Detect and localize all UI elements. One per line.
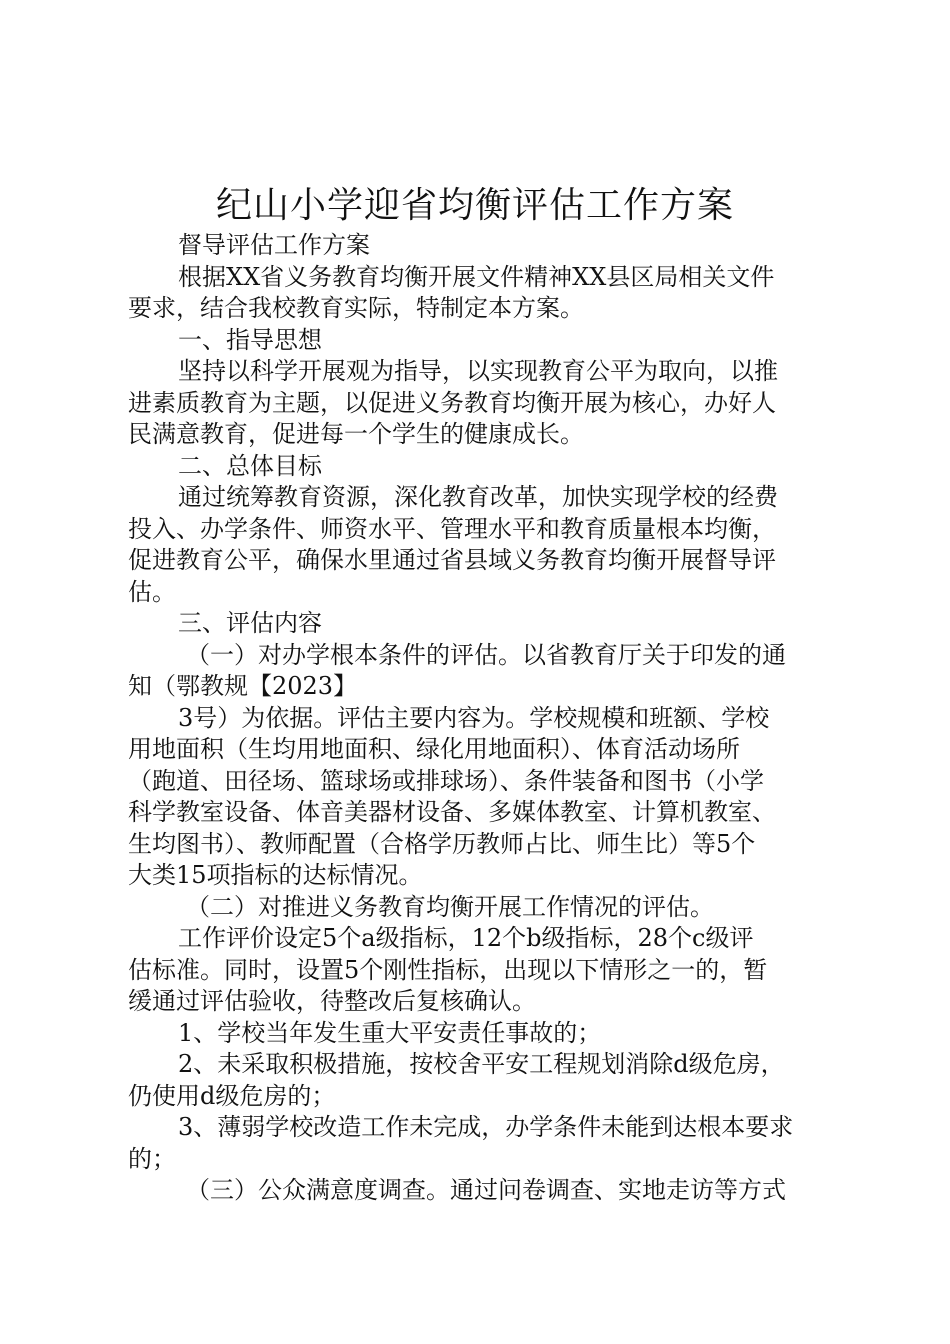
body-line: 缓通过评估验收，待整改后复核确认。 [128, 987, 536, 1015]
body-line: 投入、办学条件、师资水平、管理水平和教育质量根本均衡， [128, 514, 776, 543]
document-body [128, 230, 828, 1207]
body-line: 促进教育公平，确保水里通过省县域义务教育均衡开展督导评 [128, 546, 776, 574]
body-line: 督导评估工作方案 [178, 231, 370, 259]
body-line: 2、未采取积极措施，按校舍平安工程规划消除d级危房， [178, 1050, 785, 1078]
body-line: 知（鄂教规【2023】 [128, 672, 358, 700]
body-line: 二、总体目标 [178, 451, 322, 480]
body-line: 工作评价设定5个a级指标，12个b级指标，28个c级评 [178, 924, 754, 952]
document-title: 纪山小学迎省均衡评估工作方案 [215, 185, 734, 226]
body-line: 三、评估内容 [178, 609, 322, 637]
body-line: 根据XX省义务教育均衡开展文件精神XX县区局相关文件 [178, 262, 775, 291]
body-line: （三）公众满意度调查。通过问卷调查、实地走访等方式 [186, 1176, 786, 1204]
body-line: 仍使用d级危房的； [128, 1081, 336, 1110]
body-line: 大类15项指标的达标情况。 [128, 861, 423, 889]
body-line: 一、指导思想 [178, 325, 322, 354]
body-line: 用地面积（生均用地面积、绿化用地面积）、体育活动场所 [128, 735, 740, 763]
body-line: 的； [128, 1144, 176, 1173]
body-line: （一）对办学根本条件的评估。以省教育厅关于印发的通 [186, 640, 786, 669]
body-line: 估标准。同时，设置5个刚性指标，出现以下情形之一的，暂 [128, 955, 768, 984]
body-line: （二）对推进义务教育均衡开展工作情况的评估。 [186, 892, 714, 921]
body-line: 民满意教育，促进每一个学生的健康成长。 [128, 420, 584, 448]
body-line: 科学教室设备、体音美器材设备、多媒体教室、计算机教室、 [128, 798, 776, 826]
body-line: 1、学校当年发生重大平安责任事故的； [178, 1018, 602, 1047]
body-line: 3号）为依据。评估主要内容为。学校规模和班额、学校 [178, 703, 770, 732]
body-line: 生均图书）、教师配置（合格学历教师占比、师生比）等5个 [128, 829, 756, 858]
body-line: 3、薄弱学校改造工作未完成，办学条件未能到达根本要求 [178, 1113, 794, 1141]
body-line: （跑道、田径场、篮球场或排球场）、条件装备和图书（小学 [128, 766, 764, 795]
body-line: 进素质教育为主题，以促进义务教育均衡开展为核心，办好人 [128, 388, 776, 417]
body-line: 要求，结合我校教育实际，特制定本方案。 [128, 294, 584, 322]
body-line: 通过统筹教育资源，深化教育改革，加快实现学校的经费 [178, 483, 778, 511]
body-line: 坚持以科学开展观为指导，以实现教育公平为取向，以推 [178, 357, 778, 385]
body-line: 估。 [128, 577, 176, 606]
